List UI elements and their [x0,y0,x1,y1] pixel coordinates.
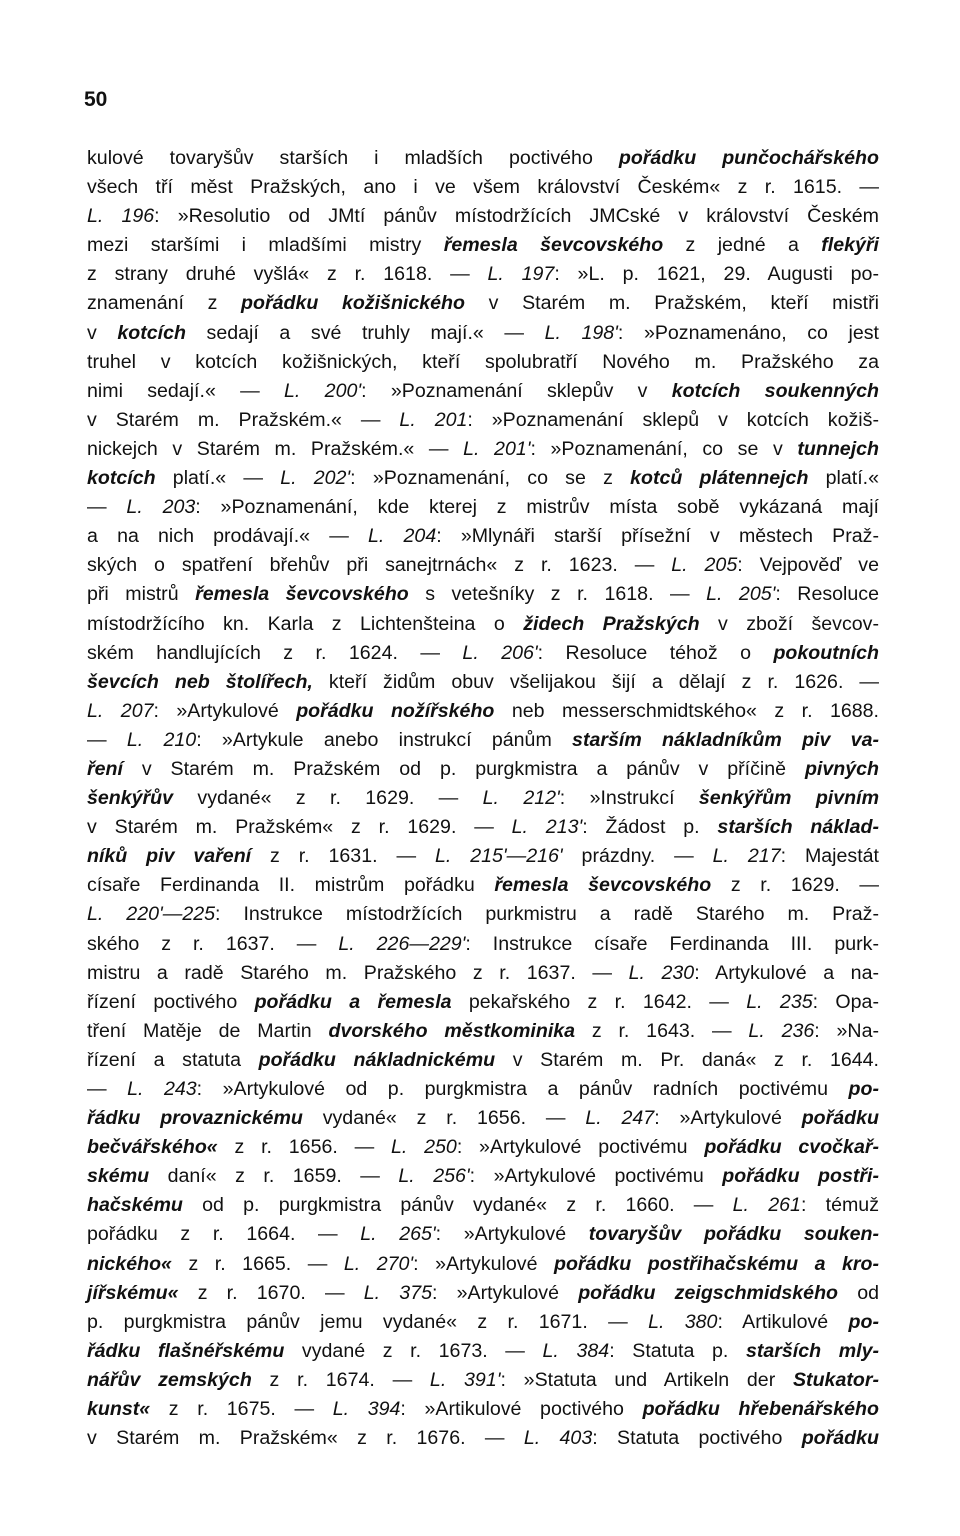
emphasized-term: pořádku hřebenářského [642,1398,879,1421]
text-run: platí.« — [155,467,281,490]
folio-reference: L. 215'—216' [434,845,563,868]
text-run: v Starém m. Pražském od p. purgkmistra a pánův v příčině [122,757,805,780]
text-run: : Žádost p. [582,816,718,839]
text-run: : »Artykulové od p. purgkmistra a pánův radních poctivému [196,1078,849,1100]
text-run: v [87,321,118,344]
text-run: : »Mlynáři starší přísežní v městech Praž- [436,525,879,548]
text-run: vydané z r. 1673. — [284,1339,543,1362]
text-run: z r. 1629. — [711,874,880,897]
folio-reference: L. 197 [487,263,555,286]
text-run: v Starém m. Pražském« z r. 1629. — [87,816,512,839]
text-run: : Statuta p. [609,1339,746,1362]
emphasized-term: ševcích neb štolířech, [87,670,313,693]
text-line [87,464,879,493]
text-line [87,755,879,784]
text-line [87,406,879,435]
text-run: řízení a statuta [87,1048,259,1071]
emphasized-term: starším nákladníkům piv va- [572,728,879,751]
folio-reference: L. 384 [542,1339,610,1362]
text-line [87,784,879,813]
text-run: : »Artykulové [153,699,297,722]
emphasized-term: dvorského městkominika [328,1019,576,1042]
emphasized-term: pořádku a řemesla [254,990,452,1013]
text-run: vydané« z r. 1656. — [302,1107,586,1130]
text-line [87,697,879,726]
emphasized-term: židech Pražských [523,612,700,635]
text-run: : »Artykulové poctivému [469,1165,723,1188]
emphasized-term: níků piv vaření [87,845,252,868]
text-line [87,1017,879,1046]
text-run: : »Artykulové poctivému [456,1136,705,1159]
text-run: z r. 1675. — [150,1398,333,1421]
emphasized-term: šenkýřův [87,787,174,810]
text-line [87,580,879,609]
text-line [87,871,879,900]
text-line [87,1191,879,1220]
text-run: : »Instrukcí [559,787,699,810]
text-run: — [87,496,127,519]
text-line [87,842,879,871]
text-line [87,1075,879,1104]
text-run: ského z r. 1637. — [87,932,339,955]
emphasized-term: flekýři [821,234,879,257]
text-line [87,1395,879,1424]
text-run: při mistrů [87,583,196,606]
folio-reference: L. 201 [399,408,468,431]
folio-reference: L. 270' [343,1252,414,1275]
text-run: — [87,728,127,751]
text-run: : Artykulové a na- [694,961,879,984]
folio-reference: L. 205 [671,554,738,577]
text-run: : Vejpověď ve [737,554,879,577]
text-run: : »Poznamenání, co se z [350,467,631,490]
text-run: : Majestát [780,845,879,868]
text-run: z jedné a [663,234,822,257]
text-run: nickejch v Starém m. Pražském.« — [87,437,464,460]
emphasized-term: pořádku kožišnického [241,292,465,315]
emphasized-term: pořádku nákladnickému [258,1048,496,1071]
text-run: tření Matěje de Martin [87,1019,329,1042]
folio-reference: L. 213' [511,816,583,839]
text-run: v Starém m. Pr. daná« z r. 1644. [495,1048,879,1071]
text-run: : »Na- [814,1019,879,1042]
emphasized-term: řádku provaznickému [87,1107,303,1130]
text-run: : »L. p. 1621, 29. Augusti po- [554,263,879,286]
emphasized-term: pořádku postřihačskému a kro- [553,1252,880,1275]
emphasized-term: hačskému [87,1194,183,1217]
text-run: : »Poznamenání sklepů v kotcích kožiš- [467,408,879,431]
folio-reference: L. 256' [398,1165,470,1188]
text-run: mezi staršími i mladšími mistry [87,234,444,257]
emphasized-term: jířskému« [87,1281,179,1304]
text-run: nimi sedají.« — [87,379,285,402]
text-line [87,144,879,173]
text-run: od [838,1281,880,1304]
text-run: pořádku z r. 1664. — [87,1223,361,1246]
text-line [87,1220,879,1249]
folio-reference: L. 235 [746,990,813,1013]
text-line [87,173,879,202]
emphasized-term: po- [848,1078,879,1100]
text-run: : témuž [800,1194,880,1217]
text-run: místodržícího kn. Karla z Lichtenšteina o [87,612,524,635]
emphasized-term: ření [87,757,123,780]
text-run: z strany druhé vyšlá« z r. 1618. — [87,263,488,286]
emphasized-term: kotcích soukenných [671,379,880,402]
folio-reference: L. 203 [126,496,196,519]
text-run: : »Poznamenání, kde kterej z mistrův místa sobě vykázaná mají [195,496,879,519]
text-run: z r. 1670. — [178,1281,364,1304]
text-run: ských o spatření břehův při sanejtrnách« z r. 1623. — [87,554,672,577]
folio-reference: L. 261 [732,1194,801,1217]
emphasized-term: řádku flašnéřskému [87,1339,285,1362]
text-line [87,231,879,260]
text-line [87,1250,879,1279]
text-run: daní« z r. 1659. — [149,1165,399,1188]
text-run: : Artikulové [717,1310,849,1333]
text-run: — [87,1078,128,1100]
text-run: znamenání z [87,292,242,315]
text-run: : »Artykulové [413,1252,554,1275]
emphasized-term: pořádku punčochářského [618,147,879,169]
text-line [87,319,879,348]
emphasized-term: kotců plátennejch [630,467,809,490]
folio-reference: L. 206' [462,641,538,664]
text-run: sedají a své truhly mají.« — [185,321,545,344]
emphasized-term: kotcích [117,321,186,344]
emphasized-term: bečvářského« [87,1136,218,1159]
text-run: : »Statuta und Artikeln der [500,1368,793,1391]
text-line [87,1046,879,1075]
emphasized-term: pořádku postři- [722,1165,879,1188]
text-run: platí.« [808,467,879,490]
text-run: truhel v kotcích kožišnických, kteří spolubratří Nového m. Pražského za [87,350,879,373]
text-run: vydané« z r. 1629. — [173,787,483,810]
emphasized-term: pokoutních [773,641,880,664]
folio-reference: L. 243 [127,1078,197,1100]
text-run: v Starém m. Pražském« z r. 1676. — [87,1427,524,1450]
folio-reference: L. 230 [628,961,695,984]
text-line [87,348,879,377]
emphasized-term: pořádku nožířského [296,699,495,722]
text-line [87,202,879,231]
text-run: : »Poznamenání sklepův v [361,379,672,402]
folio-reference: L. 265' [360,1223,436,1246]
folio-reference: L. 202' [280,467,351,490]
text-run: : »Poznamenání, co se v [530,437,798,460]
text-run: od p. purgkmistra pánův vydané« z r. 1660. — [182,1194,733,1217]
text-line [87,1104,879,1133]
folio-reference: L. 201' [463,437,531,460]
emphasized-term: po- [848,1310,880,1333]
emphasized-term: Stukator- [792,1368,879,1391]
text-run: : »Artykulové [435,1223,589,1246]
folio-reference: L. 375 [363,1281,432,1304]
emphasized-term: kunst« [87,1398,151,1421]
text-line [87,493,879,522]
text-run: : Resoluce téhož o [537,641,774,664]
text-line [87,522,879,551]
text-line [87,610,879,639]
emphasized-term: řemesla ševcovského [195,583,409,606]
text-run: pekařského z r. 1642. — [451,990,747,1013]
text-line [87,260,879,289]
emphasized-term: nářův zemských [87,1368,252,1391]
text-run: : »Resolutio od JMtí pánův místodržících JMCské v království Českém [154,205,879,228]
text-run: z r. 1643. — [575,1019,749,1042]
text-line [87,551,879,580]
text-line [87,813,879,842]
text-line [87,1424,879,1453]
text-line [87,930,879,959]
text-run: : »Artykulové [654,1107,802,1130]
emphasized-term: starších náklad- [717,816,879,839]
text-line [87,1366,879,1395]
text-run: z r. 1665. — [171,1252,344,1275]
text-run: : »Artykulové [432,1281,579,1304]
text-line [87,1162,879,1191]
text-run: v Starém m. Pražském, kteří mistři [465,292,879,315]
folio-reference: L. 200' [284,379,362,402]
text-run: : »Poznamenáno, co jest [617,321,879,344]
folio-reference: L. 250 [390,1136,457,1159]
text-run: : Resoluce [775,583,879,606]
text-line [87,1279,879,1308]
text-run: prázdny. — [562,845,713,868]
page-number: 50 [84,88,108,111]
text-run: a na nich prodávají.« — [87,525,369,548]
text-run: mistru a radě Starého m. Pražského z r. 1637. — [87,961,629,984]
text-run: neb messerschmidtského« z r. 1688. [494,699,879,722]
emphasized-term: pořádku cvočkař- [704,1136,880,1159]
text-run: z r. 1674. — [251,1368,430,1391]
folio-reference: L. 394 [332,1398,401,1421]
emphasized-term: pořádku [801,1427,879,1450]
emphasized-term: kotcích [87,467,156,490]
text-line [87,900,879,929]
text-run: z r. 1631. — [251,845,435,868]
text-run: p. purgkmistra pánův jemu vydané« z r. 1671. — [87,1310,649,1333]
text-run: : »Artykule anebo instrukcí pánům [196,728,573,751]
text-run: : Instrukce císaře Ferdinanda III. purk- [465,932,879,955]
text-run: s vetešníky z r. 1618. — [408,583,707,606]
emphasized-term: řemesla ševcovského [494,874,712,897]
text-line [87,959,879,988]
text-line [87,988,879,1017]
text-run: z r. 1656. — [217,1136,391,1159]
emphasized-term: starších mly- [745,1339,879,1362]
text-run: : Opa- [812,990,879,1013]
emphasized-term: pořádku [801,1107,880,1130]
text-run: kteří židům obuv všelijakou šijí a dělají z r. 1626. — [312,670,879,693]
text-line [87,435,879,464]
folio-reference: L. 236 [748,1019,815,1042]
text-line [87,1133,879,1162]
folio-reference: L. 204 [368,525,437,548]
folio-reference: L. 403 [523,1427,593,1450]
text-run: v zboží ševcov- [699,612,879,635]
text-line [87,726,879,755]
text-line [87,289,879,318]
folio-reference: L. 226—229' [338,932,466,955]
text-line [87,668,879,697]
text-line [87,377,879,406]
emphasized-term: pivných [804,757,879,780]
text-run: : »Artikulové poctivého [400,1398,643,1421]
folio-reference: L. 210 [126,728,197,751]
body-text [87,144,879,1453]
emphasized-term: pořádku zeigschmidského [578,1281,839,1304]
text-line [87,1337,879,1366]
folio-reference: L. 198' [544,321,618,344]
folio-reference: L. 217 [712,845,781,868]
text-run: v Starém m. Pražském.« — [87,408,400,431]
emphasized-term: skému [87,1165,150,1188]
text-run: řízení poctivého [87,990,255,1013]
emphasized-term: tunnejch [797,437,880,460]
folio-reference: L. 196 [87,205,155,228]
text-run: : Statuta poctivého [592,1427,802,1450]
text-line [87,1308,879,1337]
text-run: císaře Ferdinanda II. mistrům pořádku [87,874,495,897]
folio-reference: L. 212' [482,787,560,810]
emphasized-term: šenkýřům pivním [698,787,879,810]
text-run: kulové tovaryšův starších i mladších poctivého [87,147,619,169]
folio-reference: L. 391' [429,1368,501,1391]
text-run: ském handlujících z r. 1624. — [87,641,463,664]
folio-reference: L. 380 [648,1310,718,1333]
text-line [87,639,879,668]
emphasized-term: nického« [87,1252,172,1275]
folio-reference: L. 205' [706,583,776,606]
text-run: : Instrukce místodržících purkmistru a radě Starého m. Praž- [215,903,879,926]
emphasized-term: řemesla ševcovského [443,234,664,257]
text-run: všech tří měst Pražských, ano i ve všem království Českém« z r. 1615. — [87,176,879,199]
folio-reference: L. 247 [585,1107,655,1130]
folio-reference: L. 207 [87,699,154,722]
folio-reference: L. 220'—225 [87,903,216,926]
emphasized-term: tovaryšův pořádku souken- [588,1223,879,1246]
